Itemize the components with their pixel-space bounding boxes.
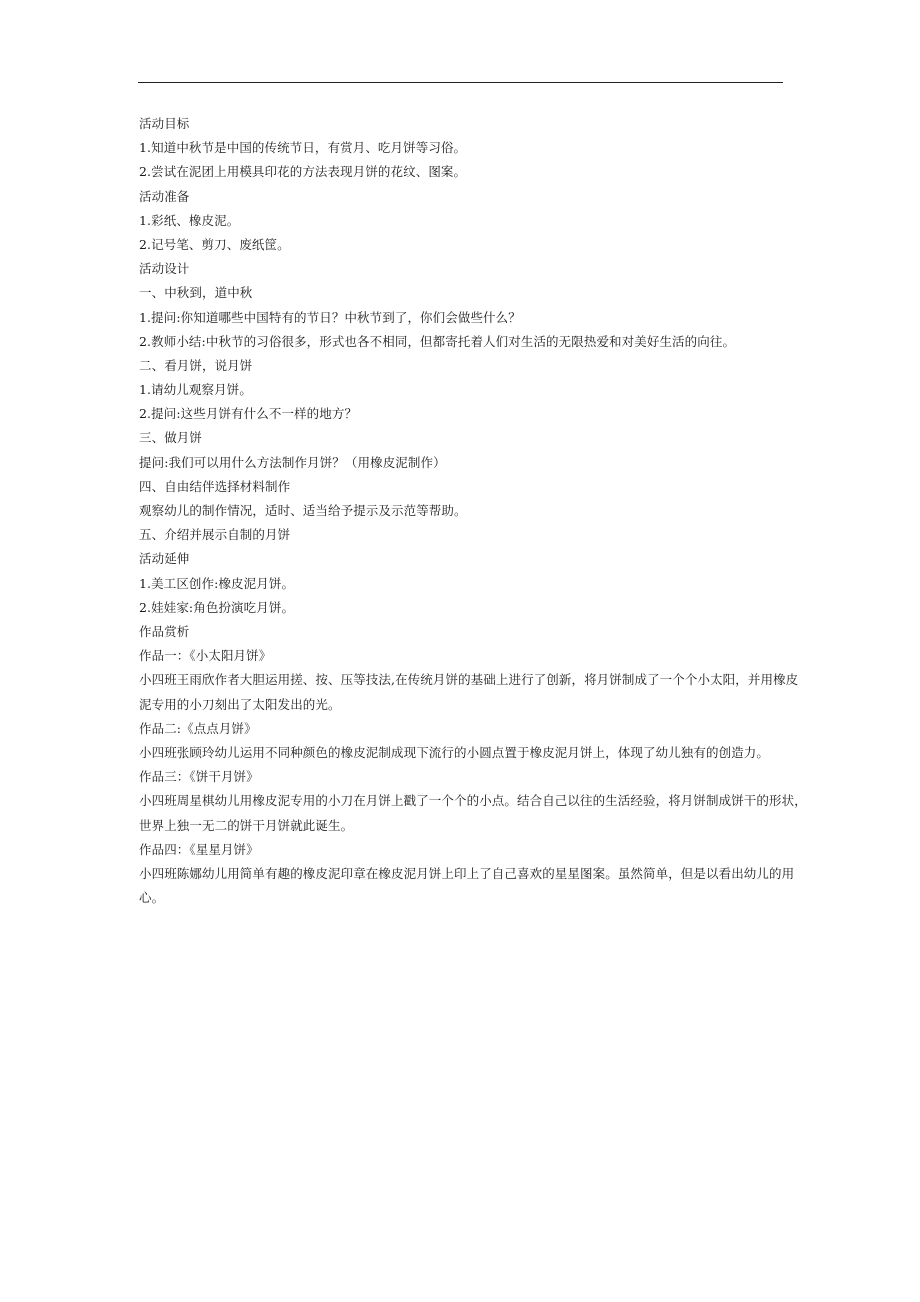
document-body bbox=[139, 112, 807, 910]
design-step-heading: 四、自由结伴选择材料制作 bbox=[139, 478, 291, 494]
design-step-heading: 三、做月饼 bbox=[139, 430, 203, 446]
text-line: 小四班王雨欣作者大胆运用搓、按、压等技法,在传统月饼的基础上进行了创新，将月饼制成了一个个小太阳，并用橡皮 bbox=[139, 672, 799, 688]
design-step-item: 2.教师小结:中秋节的习俗很多，形式也各不相同，但都寄托着人们对生活的无限热爱和对美好生活的向往。 bbox=[139, 333, 736, 349]
text-line: 泥专用的小刀刻出了太阳发出的光。 bbox=[139, 696, 341, 712]
design-step-item: 2.提问:这些月饼有什么不一样的地方？ bbox=[139, 406, 358, 422]
work-title: 作品一：《小太阳月饼》 bbox=[139, 648, 272, 664]
design-step-item: 提问:我们可以用什么方法制作月饼？（用橡皮泥制作） bbox=[139, 454, 446, 470]
design-step-heading: 五、介绍并展示自制的月饼 bbox=[139, 527, 291, 543]
work-title: 作品二:《点点月饼》 bbox=[139, 720, 257, 736]
work-title: 作品四：《星星月饼》 bbox=[139, 841, 259, 857]
preparation-item: 1.彩纸、橡皮泥。 bbox=[139, 212, 240, 228]
section-heading-goals: 活动目标 bbox=[139, 116, 190, 131]
section-heading-extension: 活动延伸 bbox=[139, 551, 190, 567]
design-step-item: 1.提问:你知道哪些中国特有的节日？中秋节到了，你们会做些什么？ bbox=[139, 309, 521, 325]
extension-item: 1.美工区创作:橡皮泥月饼。 bbox=[139, 575, 295, 591]
design-step-item: 观察幼儿的制作情况，适时、适当给予提示及示范等帮助。 bbox=[139, 503, 467, 518]
text-line: 小四班张顾玲幼儿运用不同种颜色的橡皮泥制成现下流行的小圆点置于橡皮泥月饼上，体现了幼儿独有的创造力。 bbox=[139, 744, 770, 760]
section-heading-preparation: 活动准备 bbox=[139, 188, 190, 204]
text-line: 世界上独一无二的饼干月饼就此诞生。 bbox=[139, 817, 354, 833]
text-line: 小四班陈娜幼儿用简单有趣的橡皮泥印章在橡皮泥月饼上印上了自己喜欢的星星图案。虽然简单，但是以看出幼儿的用 bbox=[139, 865, 795, 881]
goal-item: 1.知道中秋节是中国的传统节日，有赏月、吃月饼等习俗。 bbox=[139, 140, 467, 156]
goal-item: 2.尝试在泥团上用模具印花的方法表现月饼的花纹、图案。 bbox=[139, 164, 467, 180]
extension-item: 2.娃娃家:角色扮演吃月饼。 bbox=[139, 599, 295, 615]
work-description bbox=[139, 668, 799, 716]
design-step-heading: 一、中秋到，道中秋 bbox=[139, 285, 253, 301]
section-heading-works: 作品赏析 bbox=[139, 623, 190, 639]
text-line: 小四班周星棋幼儿用橡皮泥专用的小刀在月饼上戳了一个个的小点。结合自己以往的生活经验，将月饼制成饼干的形状， bbox=[139, 793, 807, 809]
preparation-item: 2.记号笔、剪刀、废纸筐。 bbox=[139, 236, 290, 252]
design-step-item: 1.请幼儿观察月饼。 bbox=[139, 382, 252, 398]
work-description bbox=[139, 789, 807, 837]
text-line: 心。 bbox=[139, 890, 165, 906]
design-step-heading: 二、看月饼，说月饼 bbox=[139, 357, 253, 373]
work-title: 作品三：《饼干月饼》 bbox=[139, 769, 259, 785]
header-rule bbox=[138, 82, 783, 83]
work-description bbox=[139, 862, 795, 910]
section-heading-design: 活动设计 bbox=[139, 261, 190, 277]
work-description bbox=[139, 741, 783, 765]
